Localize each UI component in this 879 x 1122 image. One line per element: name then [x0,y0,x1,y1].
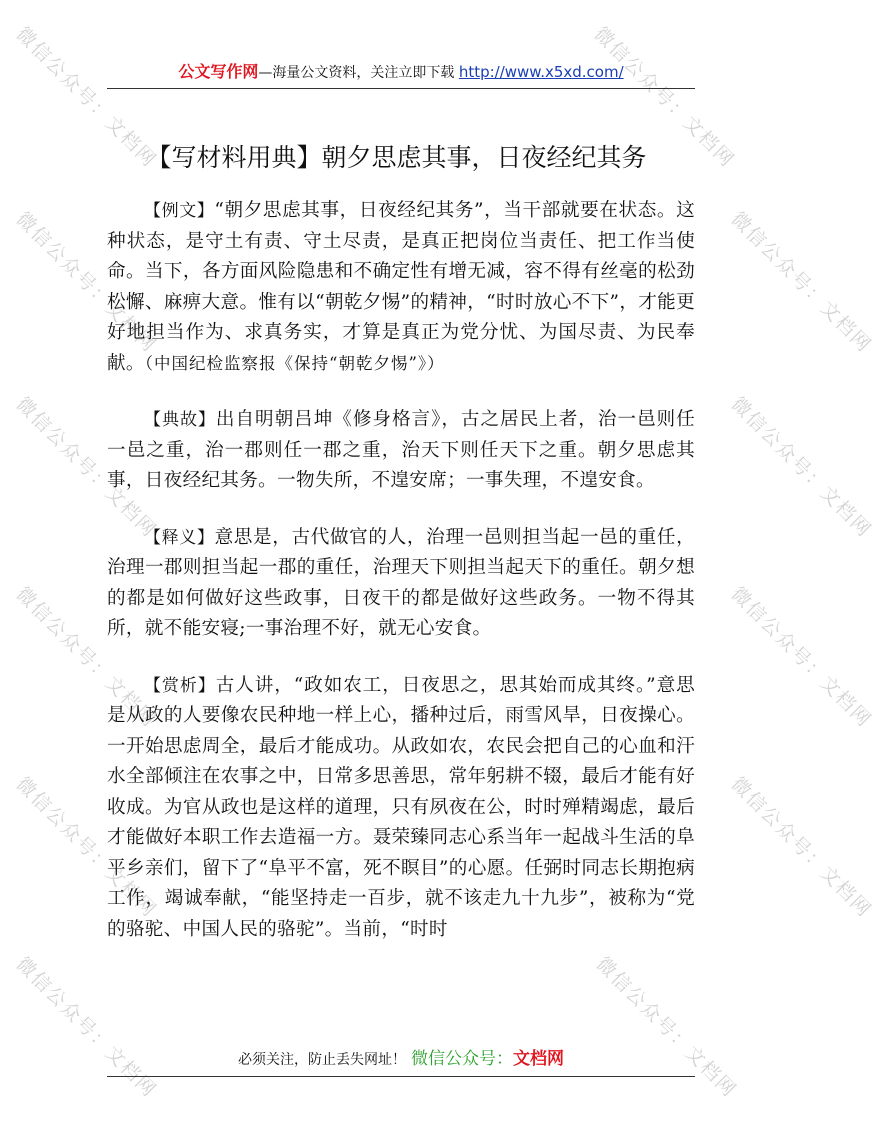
watermark-text: 微信公众号：文档网 [726,207,876,358]
paragraph-analysis [107,671,695,946]
watermark-text: 微信公众号：文档网 [11,952,161,1103]
paragraph-text: 古人讲，“政如农工，日夜思之，思其始而成其终。”意思是从政的人要像农民种地一样上心，播种过后，雨雪风旱，日夜操心。一开始思虑周全，最后才能成功。从政如农，农民会把自己的心血和汗水全部倾注在农事之中，日常多思善思，常年躬耕不辍，最后才能有好收成。为官从政也是这样的道理，只有夙夜在公，时时殚精竭虑，最后才能做好本职工作去造福一方。聂荣臻同志心系当年一起战斗生活的阜平乡亲们，留下了“阜平不富，死不瞑目”的心愿。任弼时同志长期抱病工作，竭诚奉献，“能坚持走一百步，就不该走九十九步”，被称为“党的骆驼、中国人民的骆驼”。当前，“时时 [107,674,695,940]
document-body [107,196,695,971]
watermark-text: 微信公众号：文档网 [591,952,741,1103]
site-brand[interactable]: 公文写作网 [178,62,259,81]
paragraph-allusion [107,405,695,497]
footer-account-name: 文档网 [513,1049,565,1069]
watermark-text: 微信公众号：文档网 [11,582,161,733]
page-footer [107,1042,695,1077]
citation: （中国纪检监察报《保持“朝乾夕惕”》） [144,353,445,373]
watermark-text: 微信公众号：文档网 [726,582,876,733]
header-tagline: 海量公文资料，关注立即下载 [272,65,455,81]
paragraph-text: 意思是，古代做官的人，治理一邑则担当起一邑的重任，治理一郡则担当起一郡的重任，治理天下则担当起天下的重任。朝夕想的都是如何做好这些政事，日夜干的都是做好这些政务。一物不得其所，就不能安寝;一事治理不好，就无心安食。 [107,526,695,639]
section-tag: 【例文】 [144,201,215,221]
document-title: 【写材料用典】朝夕思虑其事，日夜经纪其务 [146,143,647,172]
section-tag: 【释义】 [144,527,215,548]
paragraph-example [107,196,695,379]
header-separator: — [258,65,273,81]
paragraph-meaning [107,523,695,645]
footer-notice: 必须关注，防止丢失网址！ [237,1052,406,1068]
paragraph-text: “朝夕思虑其事，日夜经纪其务”，当干部就要在状态。这种状态，是守土有责、守土尽责，是真正把岗位当责任、把工作当使命。当下，各方面风险隐患和不确定性有增无减，容不得有丝毫的松劲松懈、麻痹大意。惟有以“朝乾夕惕”的精神，“时时放心不下”，才能更好地担当作为、求真务实，才算是真正为党分忧、为国尽责、为民奉献。 [107,200,695,374]
section-tag: 【典故】 [144,410,216,430]
page-header [107,60,695,89]
watermark-text: 微信公众号：文档网 [726,772,876,923]
watermark-text: 微信公众号：文档网 [11,207,161,358]
watermark-text: 微信公众号：文档网 [11,772,161,923]
paragraph-text: 出自明朝吕坤《修身格言》，古之居民上者，治一邑则任一邑之重，治一郡则任一郡之重，治天下则任天下之重。朝夕思虑其事，日夜经纪其务。一物失所，不遑安席；一事失理，不遑安食。 [107,409,696,491]
watermark-text: 微信公众号：文档网 [11,392,161,543]
watermark-text: 微信公众号：文档网 [11,22,161,173]
watermark-text: 微信公众号：文档网 [589,22,739,173]
site-link[interactable]: http://www.x5xd.com/ [458,63,624,81]
watermark-text: 微信公众号：文档网 [726,392,876,543]
footer-wechat-label: 微信公众号： [411,1049,514,1069]
section-tag: 【赏析】 [144,675,216,696]
